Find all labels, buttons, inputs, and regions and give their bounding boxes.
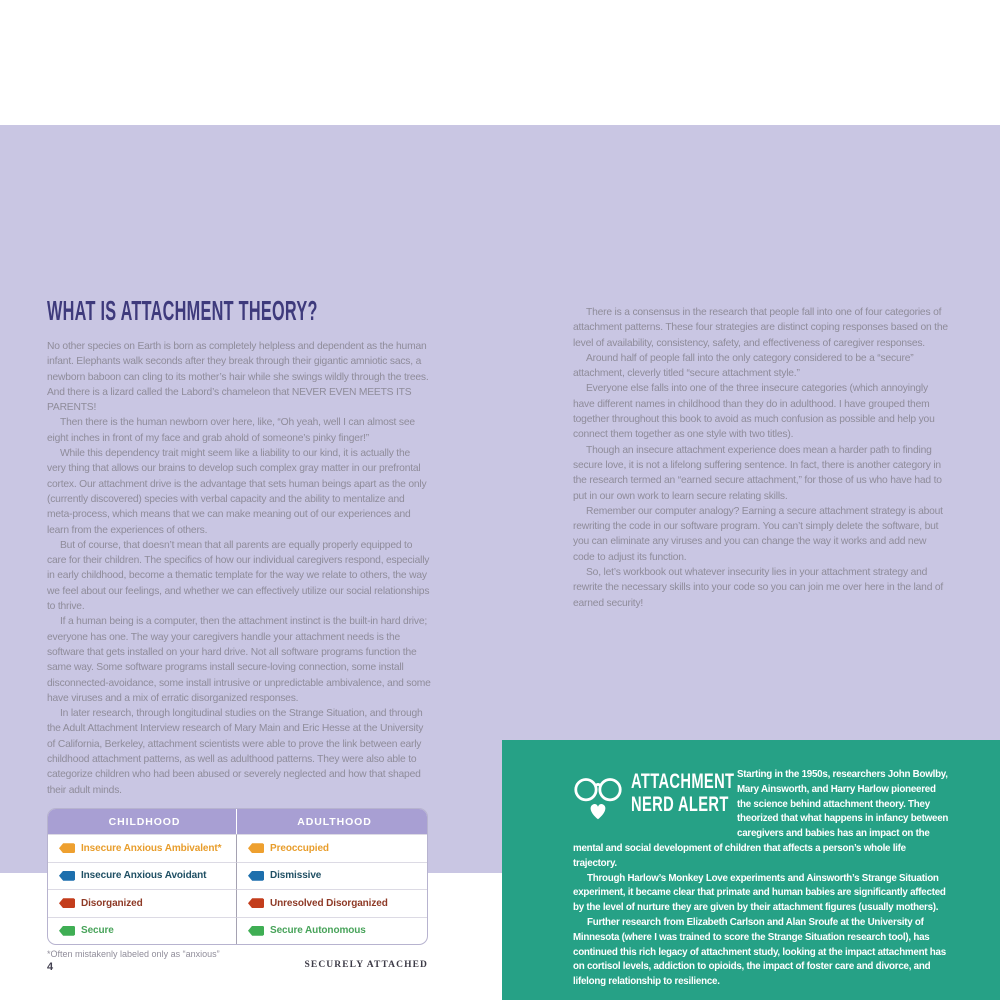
table-cell (237, 834, 427, 862)
table-header-adulthood: ADULTHOOD (237, 809, 427, 834)
attachment-nerd-alert-box (502, 740, 1000, 1000)
tag-icon (248, 898, 264, 908)
table-row (48, 889, 427, 917)
attachment-style-label: Insecure Anxious Avoidant (81, 870, 207, 882)
body-paragraph: If a human being is a computer, then the attachment instinct is the built-in hard drive; everyone has one. The way your caregivers handle your attachment needs is the software that gets installed on your hard drive. Not all software programs function the same way. Some software programs install secure-loving connection, some install disconnected-avoidance, some install intrusive or unpredictable ambivalence, and some have viruses and a mix of erratic disorganized responses. (47, 616, 431, 704)
attachment-style-label: Disorganized (81, 897, 143, 909)
nerd-alert-paragraph: Starting in the 1950s, researchers John Bowlby, Mary Ainsworth, and Harry Harlow pioneered the science behind attachment theory. They theorized that what happens in infancy between caregivers and babies has an impact on the mental and social development of children that affects a person’s whole life trajectory. (573, 769, 949, 869)
body-paragraph: Everyone else falls into one of the three insecure categories (which annoyingly have different names in childhood than they do in adulthood. I have grouped them together throughout this book to avoid as much confusion as possible and help you connect them together as one style with two titles). (573, 383, 935, 441)
footnote: *Often mistakenly labeled only as “anxious” (47, 949, 220, 959)
body-paragraph: So, let’s workbook out whatever insecurity lies in your attachment strategy and rewrite the necessary skills into your code so you can join me over here in the land of earned security! (573, 567, 944, 609)
nerd-alert-paragraph: Further research from Elizabeth Carlson and Alan Sroufe at the University of Minnesota (where I was trained to score the Strange Situation research tool), has continued this rich legacy of attachment study, looking at the impact attachment has on cortisol levels, addiction to opioids, the impact of foster care and divorce, and lifelong relationship to resilience. (573, 916, 946, 988)
tag-icon (248, 871, 264, 881)
table-row (48, 862, 427, 890)
attachment-style-label: Preoccupied (270, 842, 329, 854)
body-paragraph: But of course, that doesn’t mean that all parents are equally properly equipped to care for their children. The specifics of how our individual caregivers respond, especially in early childhood, become a thematic template for the way we relate to others, the way we feel about our feelings, and whether we can effectively utilize our social relationships to thrive. (47, 539, 430, 613)
left-page-column (47, 297, 431, 798)
attachment-style-label: Secure (81, 925, 114, 937)
table-cell (237, 917, 427, 945)
table-cell (48, 834, 237, 862)
attachment-style-label: Secure Autonomous (270, 925, 366, 937)
table-header-childhood: CHILDHOOD (48, 809, 237, 834)
body-paragraph: No other species on Earth is born as completely helpless and dependent as the human infant. Elephants walk seconds after they break through their gigantic amniotic sacs, a newborn baboon can cling to its mother’s hair while she swings wildly through the trees. And there is a lizard called the Labord’s chameleon that NEVER EVEN MEETS ITS PARENTS! (47, 341, 429, 414)
attachment-style-label: Insecure Anxious Ambivalent* (81, 842, 222, 854)
tag-icon (59, 898, 75, 908)
body-paragraph: While this dependency trait might seem like a liability to our kind, it is actually the very thing that allows our brains to develop such complex gray matter in our prefrontal cortex. Our attachment drive is the advantage that sets human beings apart as the only (currently discovered) species with verbal capacity and the ability to mentalize and meta-process, which means that we can make meaning out of our experiences and learn from the experiences of others. (47, 448, 427, 536)
page-background (0, 125, 1000, 988)
right-page-column (573, 305, 950, 611)
body-paragraph: Though an insecure attachment experience does mean a harder path to finding secure love, it is not a lifelong suffering sentence. In fact, there is another category in the research termed an “earned secure attachment,” for those of us who have had to put in our own work to learn secure relating skills. (573, 444, 942, 502)
table-row (48, 917, 427, 945)
nerd-alert-title: ATTACHMENT NERD ALERT (631, 770, 735, 816)
body-paragraph: Then there is the human newborn over here, like, “Oh yeah, well I can almost see eight inches in front of my face and grab ahold of someone’s pinky finger!” (47, 417, 415, 444)
table-cell (48, 862, 237, 890)
nerd-alert-header (573, 770, 735, 830)
table-cell (237, 889, 427, 917)
table-row (48, 834, 427, 862)
tag-icon (59, 926, 75, 936)
attachment-style-label: Dismissive (270, 870, 322, 882)
tag-icon (59, 843, 75, 853)
attachment-styles-table (47, 808, 428, 945)
tag-icon (248, 926, 264, 936)
body-paragraph: In later research, through longitudinal studies on the Strange Situation, and through the Adult Attachment Interview research of Mary Main and Eric Hesse at the University of California, Berkeley, attachment scientists were able to prove the link between early childhood attachment patterns, as well as adulthood patterns. They were also able to categorize children who had been abused or severely neglected and how that shaped their adult minds. (47, 708, 424, 796)
nerd-alert-paragraph: Through Harlow’s Monkey Love experiments and Ainsworth’s Strange Situation experiment, it became clear that primate and human babies are significantly affected by the level of nurture they are given by their attachment figures (usually mothers). (573, 872, 946, 914)
table-cell (237, 862, 427, 890)
table-cell (48, 917, 237, 945)
page-number: 4 (47, 961, 54, 973)
page-title: WHAT IS ATTACHMENT THEORY? (47, 295, 318, 326)
table-header-row (48, 809, 427, 834)
attachment-style-label: Unresolved Disorganized (270, 897, 388, 909)
tag-icon (59, 871, 75, 881)
nerd-glasses-heart-icon (573, 770, 623, 826)
body-paragraph: Around half of people fall into the only category considered to be a “secure” attachment, cleverly titled “secure attachment style.” (573, 352, 914, 380)
body-paragraph: There is a consensus in the research that people fall into one of four categories of attachment patterns. These four strategies are distinct coping responses based on the level of availability, consistency, safety, and effectiveness of caregiver responses. (573, 307, 948, 349)
running-footer-book-title: SECURELY ATTACHED (304, 960, 428, 970)
table-cell (48, 889, 237, 917)
tag-icon (248, 843, 264, 853)
body-paragraph: Remember our computer analogy? Earning a secure attachment strategy is about rewriting the code in our software program. You can’t simply delete the software, but you can eliminate any viruses and you can change the way it works and add new code to adjust its function. (573, 505, 943, 563)
